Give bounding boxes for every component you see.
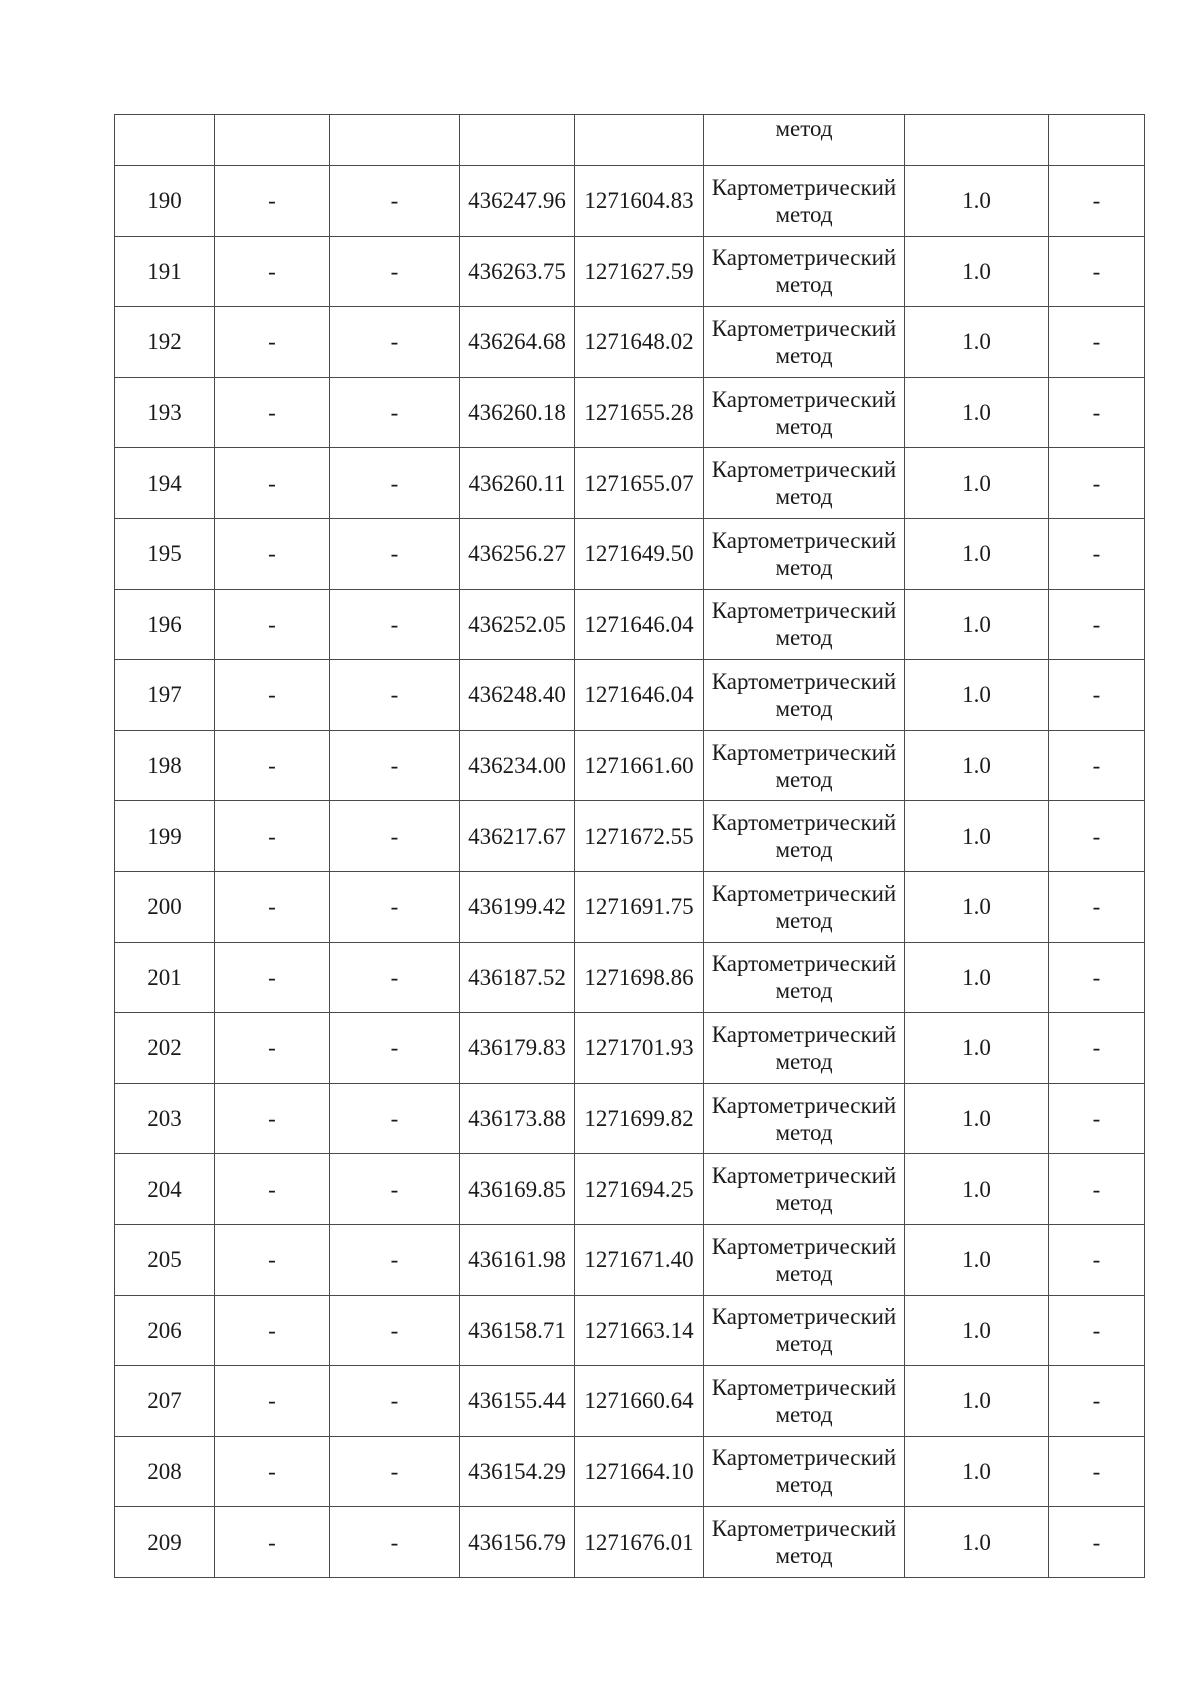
table-row	[115, 236, 1145, 307]
x-coordinate-cell: 436264.68	[460, 307, 575, 378]
table-cell: -	[330, 871, 460, 942]
note-cell: -	[1049, 1295, 1145, 1366]
method-cell	[704, 236, 905, 307]
y-coordinate-cell: 1271676.01	[575, 1507, 704, 1578]
y-coordinate-cell: 1271671.40	[575, 1224, 704, 1295]
accuracy-cell: 1.0	[905, 448, 1049, 519]
point-number-cell: 193	[115, 377, 215, 448]
point-number-cell: 208	[115, 1436, 215, 1507]
table-row	[115, 660, 1145, 731]
accuracy-cell: 1.0	[905, 1224, 1049, 1295]
point-number-cell: 209	[115, 1507, 215, 1578]
method-text: Картометрический	[711, 174, 897, 200]
point-number-cell: 195	[115, 518, 215, 589]
x-coordinate-cell: 436217.67	[460, 801, 575, 872]
method-text: Картометрический	[711, 739, 897, 765]
table-cell: -	[215, 1224, 330, 1295]
table-row	[115, 801, 1145, 872]
method-text: метод	[775, 116, 833, 141]
table-row	[115, 1366, 1145, 1437]
table-row	[115, 166, 1145, 237]
x-coordinate-cell: 436234.00	[460, 730, 575, 801]
table-cell: -	[330, 518, 460, 589]
point-number-cell: 199	[115, 801, 215, 872]
method-text: Картометрический	[711, 1374, 897, 1400]
method-cell	[704, 307, 905, 378]
table-cell: -	[330, 1436, 460, 1507]
table-cell: -	[330, 307, 460, 378]
x-coordinate-cell: 436247.96	[460, 166, 575, 237]
x-coordinate-cell: 436199.42	[460, 871, 575, 942]
accuracy-cell: 1.0	[905, 377, 1049, 448]
method-text: Картометрический	[711, 1304, 897, 1330]
method-text: Картометрический	[711, 245, 897, 271]
y-coordinate-cell: 1271649.50	[575, 518, 704, 589]
method-cell	[704, 1154, 905, 1225]
method-cell	[704, 730, 905, 801]
table-cell: -	[215, 518, 330, 589]
x-coordinate-cell: 436187.52	[460, 942, 575, 1013]
y-coordinate-cell: 1271648.02	[575, 307, 704, 378]
note-cell: -	[1049, 942, 1145, 1013]
method-text: метод	[775, 625, 833, 651]
x-coordinate-cell: 436154.29	[460, 1436, 575, 1507]
point-number-cell: 190	[115, 166, 215, 237]
table-cell: -	[330, 1507, 460, 1578]
note-cell: -	[1049, 1083, 1145, 1154]
method-text: метод	[775, 837, 833, 863]
y-coordinate-cell: 1271655.07	[575, 448, 704, 519]
y-coordinate-cell: 1271661.60	[575, 730, 704, 801]
accuracy-cell: 1.0	[905, 166, 1049, 237]
method-text: метод	[775, 766, 833, 792]
method-text: метод	[775, 413, 833, 439]
table-cell	[905, 115, 1049, 166]
note-cell: -	[1049, 518, 1145, 589]
table-cell: -	[330, 377, 460, 448]
y-coordinate-cell: 1271694.25	[575, 1154, 704, 1225]
table-cell: -	[330, 236, 460, 307]
table-cell: -	[215, 1154, 330, 1225]
point-number-cell: 200	[115, 871, 215, 942]
note-cell: -	[1049, 1436, 1145, 1507]
accuracy-cell: 1.0	[905, 730, 1049, 801]
method-text: метод	[775, 1260, 833, 1286]
method-text: Картометрический	[711, 1021, 897, 1047]
method-text: Картометрический	[711, 457, 897, 483]
method-cell	[704, 589, 905, 660]
method-text: Картометрический	[711, 598, 897, 624]
table-cell: -	[215, 1295, 330, 1366]
table-cell: -	[215, 730, 330, 801]
method-text: Картометрический	[711, 527, 897, 553]
continuation-row	[115, 115, 1145, 166]
method-cell	[704, 518, 905, 589]
y-coordinate-cell: 1271646.04	[575, 589, 704, 660]
method-text: метод	[775, 695, 833, 721]
note-cell: -	[1049, 1013, 1145, 1084]
method-cell	[704, 448, 905, 519]
method-text: метод	[775, 1119, 833, 1145]
accuracy-cell: 1.0	[905, 589, 1049, 660]
note-cell: -	[1049, 1507, 1145, 1578]
table-row	[115, 1295, 1145, 1366]
table-cell: -	[330, 730, 460, 801]
method-text: Картометрический	[711, 1163, 897, 1189]
method-text: Картометрический	[711, 1092, 897, 1118]
accuracy-cell: 1.0	[905, 307, 1049, 378]
y-coordinate-cell: 1271660.64	[575, 1366, 704, 1437]
table-cell: -	[215, 236, 330, 307]
table-row	[115, 1507, 1145, 1578]
table-cell: -	[330, 1083, 460, 1154]
table-row	[115, 1083, 1145, 1154]
table-cell: -	[215, 1083, 330, 1154]
coordinates-table	[114, 114, 1145, 1578]
table-cell: -	[215, 1436, 330, 1507]
table-cell: -	[330, 1366, 460, 1437]
point-number-cell: 197	[115, 660, 215, 731]
point-number-cell: 201	[115, 942, 215, 1013]
table-cell: -	[330, 660, 460, 731]
x-coordinate-cell: 436158.71	[460, 1295, 575, 1366]
point-number-cell: 206	[115, 1295, 215, 1366]
note-cell: -	[1049, 307, 1145, 378]
table-cell: -	[330, 801, 460, 872]
table-row	[115, 377, 1145, 448]
method-text: Картометрический	[711, 1516, 897, 1542]
accuracy-cell: 1.0	[905, 1083, 1049, 1154]
point-number-cell: 198	[115, 730, 215, 801]
table-row	[115, 1154, 1145, 1225]
table-cell: -	[215, 1507, 330, 1578]
table-row	[115, 518, 1145, 589]
x-coordinate-cell: 436248.40	[460, 660, 575, 731]
note-cell: -	[1049, 589, 1145, 660]
method-cell	[704, 801, 905, 872]
method-text: Картометрический	[711, 1445, 897, 1471]
point-number-cell: 203	[115, 1083, 215, 1154]
x-coordinate-cell: 436169.85	[460, 1154, 575, 1225]
note-cell: -	[1049, 377, 1145, 448]
table-cell: -	[215, 166, 330, 237]
point-number-cell: 194	[115, 448, 215, 519]
table-cell	[575, 115, 704, 166]
note-cell: -	[1049, 448, 1145, 519]
table-cell: -	[330, 1224, 460, 1295]
note-cell: -	[1049, 871, 1145, 942]
accuracy-cell: 1.0	[905, 1436, 1049, 1507]
x-coordinate-cell: 436252.05	[460, 589, 575, 660]
y-coordinate-cell: 1271701.93	[575, 1013, 704, 1084]
table-row	[115, 871, 1145, 942]
note-cell: -	[1049, 1154, 1145, 1225]
method-cell	[704, 660, 905, 731]
point-number-cell: 207	[115, 1366, 215, 1437]
table-cell: -	[330, 166, 460, 237]
x-coordinate-cell: 436156.79	[460, 1507, 575, 1578]
note-cell: -	[1049, 660, 1145, 731]
table-cell: -	[330, 1013, 460, 1084]
accuracy-cell: 1.0	[905, 1154, 1049, 1225]
table-cell: -	[215, 377, 330, 448]
table-body	[115, 115, 1145, 1578]
table-row	[115, 307, 1145, 378]
method-cell	[704, 1507, 905, 1578]
table-cell	[215, 115, 330, 166]
note-cell: -	[1049, 236, 1145, 307]
table-cell: -	[215, 801, 330, 872]
accuracy-cell: 1.0	[905, 1507, 1049, 1578]
method-text: метод	[775, 272, 833, 298]
table-cell: -	[215, 307, 330, 378]
method-text: метод	[775, 342, 833, 368]
method-cell	[704, 166, 905, 237]
accuracy-cell: 1.0	[905, 1295, 1049, 1366]
table-cell: -	[330, 589, 460, 660]
method-text: метод	[775, 907, 833, 933]
table-cell	[460, 115, 575, 166]
x-coordinate-cell: 436173.88	[460, 1083, 575, 1154]
point-number-cell: 202	[115, 1013, 215, 1084]
method-text: метод	[775, 1401, 833, 1427]
y-coordinate-cell: 1271664.10	[575, 1436, 704, 1507]
x-coordinate-cell: 436179.83	[460, 1013, 575, 1084]
y-coordinate-cell: 1271691.75	[575, 871, 704, 942]
method-text: метод	[775, 1048, 833, 1074]
method-text: метод	[775, 1190, 833, 1216]
method-text: метод	[775, 201, 833, 227]
y-coordinate-cell: 1271663.14	[575, 1295, 704, 1366]
y-coordinate-cell: 1271604.83	[575, 166, 704, 237]
method-text: Картометрический	[711, 880, 897, 906]
table-cell: -	[330, 1154, 460, 1225]
accuracy-cell: 1.0	[905, 871, 1049, 942]
table-row	[115, 1013, 1145, 1084]
accuracy-cell: 1.0	[905, 518, 1049, 589]
method-cell	[704, 871, 905, 942]
y-coordinate-cell: 1271672.55	[575, 801, 704, 872]
method-text: метод	[775, 1331, 833, 1357]
table-cell: -	[330, 942, 460, 1013]
note-cell: -	[1049, 1366, 1145, 1437]
y-coordinate-cell: 1271698.86	[575, 942, 704, 1013]
table-cell: -	[330, 1295, 460, 1366]
table-cell	[330, 115, 460, 166]
table-row	[115, 589, 1145, 660]
note-cell: -	[1049, 730, 1145, 801]
method-text: Картометрический	[711, 668, 897, 694]
table-row	[115, 1436, 1145, 1507]
accuracy-cell: 1.0	[905, 236, 1049, 307]
method-cell	[704, 1224, 905, 1295]
note-cell: -	[1049, 801, 1145, 872]
table-cell: -	[215, 660, 330, 731]
accuracy-cell: 1.0	[905, 942, 1049, 1013]
table-cell: -	[215, 1013, 330, 1084]
method-text: Картометрический	[711, 1233, 897, 1259]
point-number-cell: 204	[115, 1154, 215, 1225]
x-coordinate-cell: 436161.98	[460, 1224, 575, 1295]
method-cell	[704, 942, 905, 1013]
table-cell: -	[215, 942, 330, 1013]
note-cell: -	[1049, 166, 1145, 237]
accuracy-cell: 1.0	[905, 660, 1049, 731]
y-coordinate-cell: 1271655.28	[575, 377, 704, 448]
method-cell	[704, 377, 905, 448]
table-cell	[115, 115, 215, 166]
accuracy-cell: 1.0	[905, 1366, 1049, 1437]
point-number-cell: 205	[115, 1224, 215, 1295]
method-cell	[704, 1295, 905, 1366]
x-coordinate-cell: 436256.27	[460, 518, 575, 589]
point-number-cell: 192	[115, 307, 215, 378]
y-coordinate-cell: 1271699.82	[575, 1083, 704, 1154]
x-coordinate-cell: 436263.75	[460, 236, 575, 307]
table-row	[115, 730, 1145, 801]
method-text: Картометрический	[711, 386, 897, 412]
method-cell	[704, 1083, 905, 1154]
table-cell: -	[215, 1366, 330, 1437]
table-cell	[1049, 115, 1145, 166]
x-coordinate-cell: 436155.44	[460, 1366, 575, 1437]
method-text: Картометрический	[711, 951, 897, 977]
table-row	[115, 1224, 1145, 1295]
method-text: Картометрический	[711, 810, 897, 836]
method-text: Картометрический	[711, 315, 897, 341]
method-text: метод	[775, 484, 833, 510]
table-cell: -	[330, 448, 460, 519]
note-cell: -	[1049, 1224, 1145, 1295]
method-cell	[704, 115, 905, 166]
table-cell: -	[215, 589, 330, 660]
method-cell	[704, 1366, 905, 1437]
method-cell	[704, 1436, 905, 1507]
point-number-cell: 196	[115, 589, 215, 660]
accuracy-cell: 1.0	[905, 801, 1049, 872]
table-cell: -	[215, 871, 330, 942]
method-text: метод	[775, 1472, 833, 1498]
method-text: метод	[775, 978, 833, 1004]
method-text: метод	[775, 554, 833, 580]
method-cell	[704, 1013, 905, 1084]
y-coordinate-cell: 1271646.04	[575, 660, 704, 731]
accuracy-cell: 1.0	[905, 1013, 1049, 1084]
table-cell: -	[215, 448, 330, 519]
x-coordinate-cell: 436260.11	[460, 448, 575, 519]
x-coordinate-cell: 436260.18	[460, 377, 575, 448]
y-coordinate-cell: 1271627.59	[575, 236, 704, 307]
point-number-cell: 191	[115, 236, 215, 307]
table-row	[115, 448, 1145, 519]
method-text: метод	[775, 1543, 833, 1569]
table-row	[115, 942, 1145, 1013]
